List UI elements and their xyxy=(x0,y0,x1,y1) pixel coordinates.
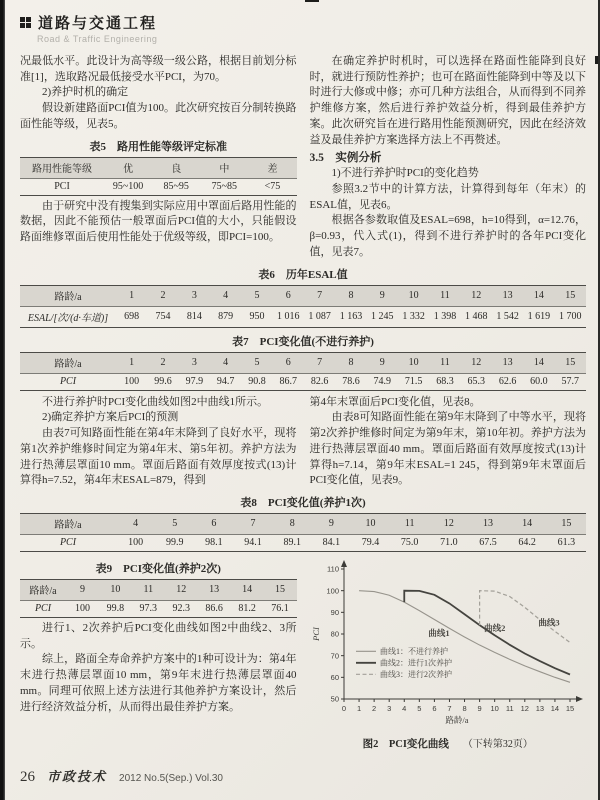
x-tick-label: 8 xyxy=(461,703,467,713)
legend-label: 曲线2：进行1次养护 xyxy=(379,658,452,668)
paragraph: 根据各参数取值及ESAL=698，h=10得到，α=12.76，β=0.93，代入式(1)，得到不进行养护时的各年PCI变化值，见表7。 xyxy=(309,214,586,258)
y-axis-title: PCI xyxy=(310,627,321,641)
table-cell: 1 245 xyxy=(371,311,394,323)
table-cell: 1 087 xyxy=(308,311,331,323)
table-cell: 950 xyxy=(249,311,265,323)
table-cell: 64.2 xyxy=(518,537,536,549)
x-tick-label: 12 xyxy=(520,703,529,713)
table-cell: 81.2 xyxy=(238,603,256,615)
table-cell: 86.6 xyxy=(205,603,223,615)
table-cell: 82.6 xyxy=(310,376,329,388)
row-label: 路龄/a xyxy=(54,359,82,371)
table-cell: 12 xyxy=(443,518,454,530)
figure-caption-text: 图2 PCI变化曲线 xyxy=(362,738,449,750)
left-column xyxy=(20,395,297,489)
scan-artifact xyxy=(305,0,319,2)
table-cell: 13 xyxy=(502,357,513,369)
table-cell: 97.9 xyxy=(185,376,204,388)
table-cell: 698 xyxy=(124,311,140,323)
table-cell: 中 xyxy=(219,164,230,176)
table-row xyxy=(20,513,586,534)
paragraph: 假设新建路面PCI值为100。此次研究按百分制转换路面性能等级，见表5。 xyxy=(20,102,297,130)
section-title: 道路与交通工程 xyxy=(38,15,158,32)
table-5 xyxy=(20,157,297,196)
x-tick-label: 10 xyxy=(489,703,499,713)
table-cell: 76.1 xyxy=(271,603,289,615)
table-cell: 15 xyxy=(565,290,576,302)
table-cell: 2 xyxy=(160,357,166,369)
curve-label: 曲线3 xyxy=(537,617,560,628)
table-cell: 754 xyxy=(155,311,171,323)
table-cell: 13 xyxy=(209,584,220,596)
table-cell: 57.7 xyxy=(561,376,580,388)
x-tick-label: 1 xyxy=(356,703,361,713)
y-tick-label: 80 xyxy=(330,629,339,639)
table-caption: 表8 PCI变化值(养护1次) xyxy=(240,496,366,509)
scan-artifact xyxy=(595,56,598,64)
x-tick-label: 13 xyxy=(535,703,544,713)
figure-2 xyxy=(310,557,587,751)
table-row xyxy=(20,157,297,178)
table-cell: 60.0 xyxy=(530,376,548,388)
table-cell: 79.4 xyxy=(361,537,380,549)
table-cell: 9 xyxy=(328,518,334,530)
y-tick-label: 110 xyxy=(326,564,339,574)
left-column xyxy=(20,555,297,751)
table-cell: 95~100 xyxy=(112,181,144,193)
x-tick-label: 14 xyxy=(550,703,559,713)
table-cell: 7 xyxy=(250,518,256,530)
table-cell: 4 xyxy=(223,357,229,369)
table-cell: 1 332 xyxy=(402,311,425,323)
y-tick-label: 50 xyxy=(330,694,339,704)
x-tick-label: 7 xyxy=(446,703,452,713)
table-cell: PCI xyxy=(54,181,70,193)
table-caption: 表6 历年ESAL值 xyxy=(258,268,348,281)
table-cell: 100 xyxy=(124,376,140,388)
table-cell: 10 xyxy=(408,290,419,302)
table-cell: 5 xyxy=(172,518,178,530)
table-cell: 1 163 xyxy=(339,311,363,323)
table-cell: 14 xyxy=(533,357,544,369)
table-cell: 14 xyxy=(533,290,544,302)
table-cell: 89.1 xyxy=(283,537,301,549)
table-cell: 9 xyxy=(79,584,85,596)
table-cell: 14 xyxy=(522,518,533,530)
table-cell: 1 619 xyxy=(527,311,551,323)
table-cell: 71.5 xyxy=(404,376,423,388)
row-label: 路龄/a xyxy=(29,586,57,598)
x-axis-arrow xyxy=(576,696,583,702)
paragraph: 在确定养护时机时，可以选择在路面性能降到良好时，就进行预防性养护；也可在路面性能降到中等及以下时进行大修或中修；亦可几种方法组合，从而得到不同养护维修方案，然后进行养护效益分析，得到最佳养护方案。此次研究旨在进行路用性能预测研究，因此在经济效益及最佳养护方案选择方法上不再赘述。 xyxy=(309,55,586,146)
table-cell: 5 xyxy=(254,290,260,302)
table-cell: 92.3 xyxy=(172,603,190,615)
x-tick-label: 11 xyxy=(505,703,514,713)
table-cell: 8 xyxy=(348,357,354,369)
table-cell: 差 xyxy=(267,164,278,176)
table-cell: 11 xyxy=(143,584,154,596)
table-cell: 2 xyxy=(160,290,166,302)
issue-info: 2012 No.5(Sep.) Vol.30 xyxy=(119,773,223,784)
table-cell: 10 xyxy=(365,518,376,530)
x-tick-label: 6 xyxy=(431,703,436,713)
table-row xyxy=(20,579,297,600)
table-cell: <75 xyxy=(264,181,281,193)
paragraph: 参照3.2节中的计算方法，计算得到每年（年末）的ESAL值，见表6。 xyxy=(309,183,586,211)
table-caption: 表7 PCI变化值(不进行养护) xyxy=(232,335,374,348)
table-9 xyxy=(20,579,297,618)
x-tick-label: 2 xyxy=(371,703,376,713)
table-cell: 7 xyxy=(317,357,323,369)
table-cell: 11 xyxy=(440,290,450,302)
row-label: ESAL/[次/(d·车道)] xyxy=(27,313,109,325)
y-tick-label: 100 xyxy=(325,586,339,596)
table-caption: 表5 路用性能等级评定标准 xyxy=(89,140,227,153)
table-cell: 1 542 xyxy=(496,311,519,323)
paragraph: 综上，路面全寿命养护方案中的1种可设计为：第4年末进行热薄层罩面10 mm，第9年末进行热薄层罩面40 mm。同理可依照上述方法进行其他养护方案设计，然后进行经济效益分析，从而得出最佳养护方案。 xyxy=(20,653,297,713)
paragraph: 由表7可知路面性能在第4年末降到了良好水平，现将第1次养护维修时间定为第4年末、第5年初。养护方法为进行热薄层罩面10 mm。罩面后路面有效厚度按式(13)计算得h=7.52，第4年末ESAL=879，得到 xyxy=(20,427,297,487)
table-cell: 11 xyxy=(440,357,450,369)
table-cell: 67.5 xyxy=(479,537,497,549)
table-cell: 71.0 xyxy=(440,537,458,549)
table-row xyxy=(20,178,297,195)
table-row xyxy=(20,534,586,551)
row-label: PCI xyxy=(59,537,77,549)
table-row xyxy=(20,600,297,617)
table-cell: 61.3 xyxy=(557,537,576,549)
table-cell: 6 xyxy=(211,518,217,530)
paragraph: 2)确定养护方案后PCI的预测 xyxy=(42,411,179,424)
table-cell: 98.1 xyxy=(205,537,223,549)
table-cell: 99.6 xyxy=(154,376,172,388)
table-cell: 86.7 xyxy=(279,376,298,388)
table-cell: 1 xyxy=(129,290,135,302)
table-cell: 75~85 xyxy=(211,181,238,193)
table-cell: 100 xyxy=(74,603,90,615)
x-tick-label: 3 xyxy=(386,703,391,713)
table-cell: 7 xyxy=(317,290,323,302)
paragraph: 不进行养护时PCI变化曲线如图2中曲线1所示。 xyxy=(42,395,269,408)
table-cell: 14 xyxy=(242,584,253,596)
table-cell: 84.1 xyxy=(322,537,341,549)
table-row xyxy=(20,352,586,373)
right-column xyxy=(310,54,587,261)
row-label: 路龄/a xyxy=(54,292,82,304)
table-row xyxy=(20,306,586,327)
y-axis-arrow xyxy=(341,560,347,567)
table-cell: 12 xyxy=(176,584,187,596)
curve-1 xyxy=(359,591,570,683)
legend-label: 曲线3：进行2次养护 xyxy=(379,670,452,680)
row-label: 路龄/a xyxy=(54,520,82,532)
table-cell: 74.9 xyxy=(373,376,392,388)
table-cell: 路用性能等级 xyxy=(32,164,92,176)
pci-line-chart xyxy=(310,557,586,733)
table-cell: 62.6 xyxy=(498,376,517,388)
paragraph: 由于研究中没有搜集到实际应用中罩面后路用性能的数据，因此不能预估一般罩面后PCI值的大小，只能假设路面维修罩面后使用性能处于优级等级，即PCI=100。 xyxy=(20,199,297,244)
table-row xyxy=(20,373,586,390)
paragraph: 2)养护时机的确定 xyxy=(42,86,129,99)
x-tick-label: 5 xyxy=(416,703,421,713)
table-cell: 4 xyxy=(223,290,229,302)
table-cell: 9 xyxy=(379,290,385,302)
table-cell: 94.1 xyxy=(244,537,262,549)
curve-label: 曲线1 xyxy=(427,628,450,639)
middle-two-columns xyxy=(20,395,586,489)
scan-edge-left xyxy=(0,0,5,800)
row-label: PCI xyxy=(34,603,52,615)
table-cell: 99.9 xyxy=(165,537,184,549)
table-cell: 1 398 xyxy=(433,311,457,323)
table-cell: 15 xyxy=(561,518,572,530)
x-tick-label: 0 xyxy=(341,703,346,713)
paragraph: 由表8可知路面性能在第9年末降到了中等水平，现将第2次养护维修时间定为第9年末，第10年初。养护方法为进行热薄层罩面40 mm。罩面后路面有效厚度按式(13)计算得h=7.14，第9年末ESAL=1 245，得到第9年末罩面后PCI变化值，见表9。 xyxy=(309,411,586,487)
table-cell: 65.3 xyxy=(467,376,486,388)
bottom-two-columns xyxy=(20,555,586,751)
table-8 xyxy=(20,513,586,552)
table-cell: 3 xyxy=(191,290,197,302)
table-cell: 12 xyxy=(471,357,482,369)
paragraph: 第4年末罩面后PCI变化值，见表8。 xyxy=(309,395,481,408)
left-column xyxy=(20,54,297,261)
table-cell: 6 xyxy=(285,357,291,369)
table-cell: 3 xyxy=(191,357,197,369)
table-6 xyxy=(20,285,586,328)
table-cell: 814 xyxy=(186,311,202,323)
journal-name: 市政技术 xyxy=(47,769,108,784)
paragraph: 况最低水平。此设计为高等级一级公路，根据目前划分标准[1]，选取路况最低接受水平PCI，为70。 xyxy=(20,55,297,83)
table-cell: 85~95 xyxy=(163,181,189,193)
legend-label: 曲线1：不进行养护 xyxy=(379,647,448,657)
y-tick-label: 90 xyxy=(330,607,339,617)
table-cell: 5 xyxy=(254,357,260,369)
table-cell: 13 xyxy=(482,518,493,530)
x-axis-title: 路龄/a xyxy=(444,714,469,725)
table-cell: 8 xyxy=(289,518,295,530)
table-cell: 1 xyxy=(129,357,135,369)
row-label: PCI xyxy=(59,376,77,388)
table-cell: 良 xyxy=(171,164,182,176)
page-footer xyxy=(20,766,223,786)
table-cell: 97.3 xyxy=(139,603,158,615)
table-cell: 15 xyxy=(275,584,286,596)
table-cell: 15 xyxy=(565,357,576,369)
section-subtitle: Road & Traffic Engineering xyxy=(37,34,158,44)
continuation-note: （下转第32页） xyxy=(462,738,533,750)
curve-label: 曲线2 xyxy=(483,622,505,633)
subsection-heading: 3.5 实例分析 xyxy=(309,152,382,165)
page-header xyxy=(20,12,586,44)
section-marker-icon xyxy=(20,17,31,28)
table-cell: 100 xyxy=(128,537,144,549)
table-cell: 1 468 xyxy=(465,311,488,323)
top-two-columns xyxy=(20,54,586,261)
x-tick-label: 4 xyxy=(401,703,406,713)
table-cell: 1 700 xyxy=(559,311,582,323)
table-cell: 68.3 xyxy=(436,376,454,388)
table-cell: 879 xyxy=(218,311,234,323)
paragraph: 1)不进行养护时PCI的变化趋势 xyxy=(331,167,479,180)
table-cell: 75.0 xyxy=(400,537,419,549)
table-cell: 1 016 xyxy=(277,311,300,323)
table-cell: 90.8 xyxy=(248,376,266,388)
y-tick-label: 70 xyxy=(330,651,339,661)
table-cell: 10 xyxy=(110,584,121,596)
paragraph: 进行1、2次养护后PCI变化曲线如图2中曲线2、3所示。 xyxy=(20,621,297,650)
table-cell: 99.8 xyxy=(106,603,125,615)
table-cell: 优 xyxy=(123,164,134,176)
page-number: 26 xyxy=(20,769,35,785)
table-cell: 11 xyxy=(404,518,415,530)
x-tick-label: 9 xyxy=(477,703,482,713)
table-cell: 13 xyxy=(502,290,513,302)
table-cell: 4 xyxy=(133,518,139,530)
x-tick-label: 15 xyxy=(565,703,574,713)
right-column xyxy=(310,555,587,751)
table-cell: 78.6 xyxy=(342,376,360,388)
table-cell: 12 xyxy=(471,290,482,302)
y-tick-label: 60 xyxy=(330,672,339,682)
table-7 xyxy=(20,352,586,391)
table-cell: 94.7 xyxy=(216,376,235,388)
table-cell: 6 xyxy=(285,290,291,302)
right-column xyxy=(310,395,587,489)
table-cell: 10 xyxy=(408,357,419,369)
table-caption: 表9 PCI变化值(养护2次) xyxy=(95,562,221,575)
table-cell: 9 xyxy=(379,357,385,369)
table-cell: 8 xyxy=(348,290,354,302)
table-row xyxy=(20,285,586,306)
figure-caption xyxy=(310,735,587,751)
